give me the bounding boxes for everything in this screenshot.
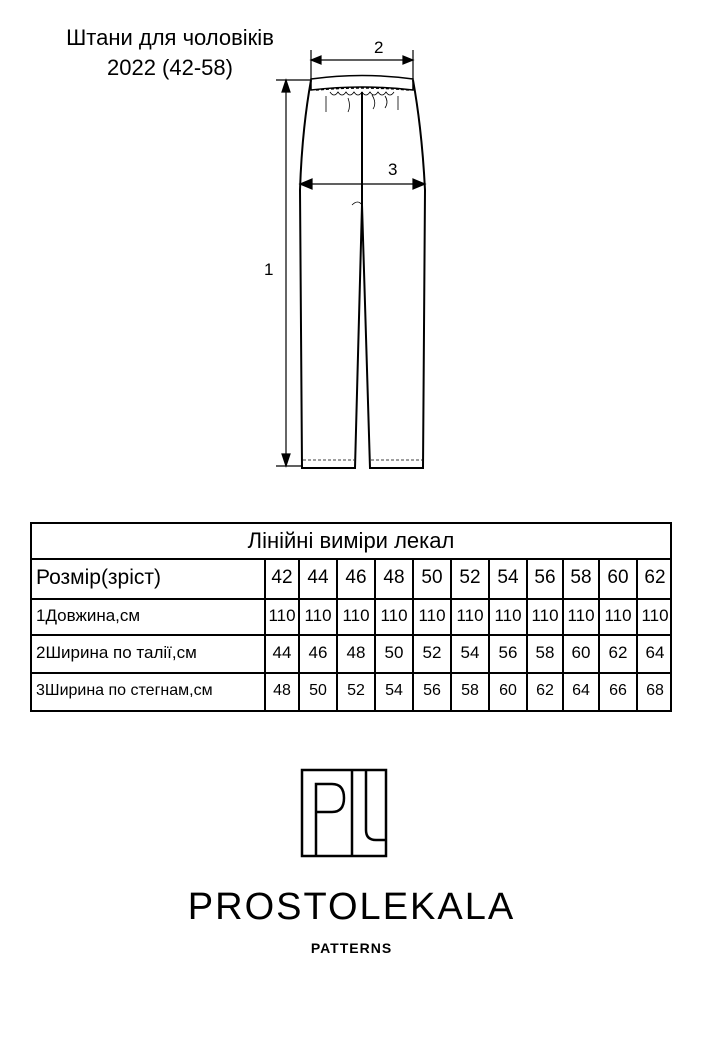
pants-technical-drawing — [0, 0, 703, 500]
value-cell: 54 — [374, 674, 412, 710]
value-cell: 62 — [526, 674, 562, 710]
value-cell: 110 — [450, 600, 488, 634]
row-label: 3Ширина по стегнам,см — [36, 682, 213, 699]
value-cell: 110 — [264, 600, 298, 634]
value-cell: 110 — [526, 600, 562, 634]
value-cell: 52 — [336, 674, 374, 710]
table-row — [32, 600, 670, 634]
value-cell: 110 — [598, 600, 636, 634]
value-cell: 110 — [636, 600, 672, 634]
value-cell: 66 — [598, 674, 636, 710]
pants-outline — [300, 80, 425, 468]
value-cell: 110 — [374, 600, 412, 634]
size-label: Розмір(зріст) — [36, 566, 162, 589]
size-cell: 60 — [598, 560, 636, 598]
value-cell: 110 — [298, 600, 336, 634]
value-cell: 60 — [562, 636, 598, 672]
value-cell: 58 — [526, 636, 562, 672]
waistband — [311, 76, 413, 91]
size-cell: 58 — [562, 560, 598, 598]
size-cell: 52 — [450, 560, 488, 598]
value-cell: 48 — [336, 636, 374, 672]
value-cell: 58 — [450, 674, 488, 710]
size-cell: 54 — [488, 560, 526, 598]
value-cell: 64 — [636, 636, 672, 672]
value-cell: 110 — [412, 600, 450, 634]
dimension-line-length — [276, 80, 311, 466]
value-cell: 68 — [636, 674, 672, 710]
value-cell: 54 — [450, 636, 488, 672]
size-cell: 56 — [526, 560, 562, 598]
value-cell: 110 — [488, 600, 526, 634]
row-label: 1Довжина,см — [36, 606, 141, 625]
size-cell: 44 — [298, 560, 336, 598]
value-cell: 50 — [374, 636, 412, 672]
measurements-table — [30, 522, 672, 712]
table-row — [32, 674, 670, 710]
size-row — [32, 560, 670, 598]
brand-name: PROSTOLEKALA — [187, 886, 516, 928]
value-cell: 50 — [298, 674, 336, 710]
size-cell: 62 — [636, 560, 672, 598]
value-cell: 110 — [562, 600, 598, 634]
row-label: 2Ширина по талії,см — [36, 643, 197, 662]
value-cell: 52 — [412, 636, 450, 672]
table-heading: Лінійні виміри лекал — [32, 524, 670, 560]
hip-dimension-label: 3 — [388, 160, 398, 179]
size-cell: 46 — [336, 560, 374, 598]
length-dimension-label: 1 — [264, 260, 274, 279]
waist-dimension-label: 2 — [374, 38, 384, 57]
value-cell: 56 — [488, 636, 526, 672]
value-cell: 46 — [298, 636, 336, 672]
value-cell: 110 — [336, 600, 374, 634]
value-cell: 56 — [412, 674, 450, 710]
page-title: Штани для чоловіків — [66, 25, 274, 50]
page-subtitle: 2022 (42-58) — [107, 55, 233, 80]
value-cell: 44 — [264, 636, 298, 672]
brand-logo-icon — [300, 768, 388, 858]
brand-subtitle: PATTERNS — [310, 940, 393, 956]
value-cell: 62 — [598, 636, 636, 672]
size-cell: 42 — [264, 560, 298, 598]
value-cell: 60 — [488, 674, 526, 710]
size-cell: 50 — [412, 560, 450, 598]
size-cell: 48 — [374, 560, 412, 598]
table-row — [32, 636, 670, 672]
value-cell: 48 — [264, 674, 298, 710]
value-cell: 64 — [562, 674, 598, 710]
